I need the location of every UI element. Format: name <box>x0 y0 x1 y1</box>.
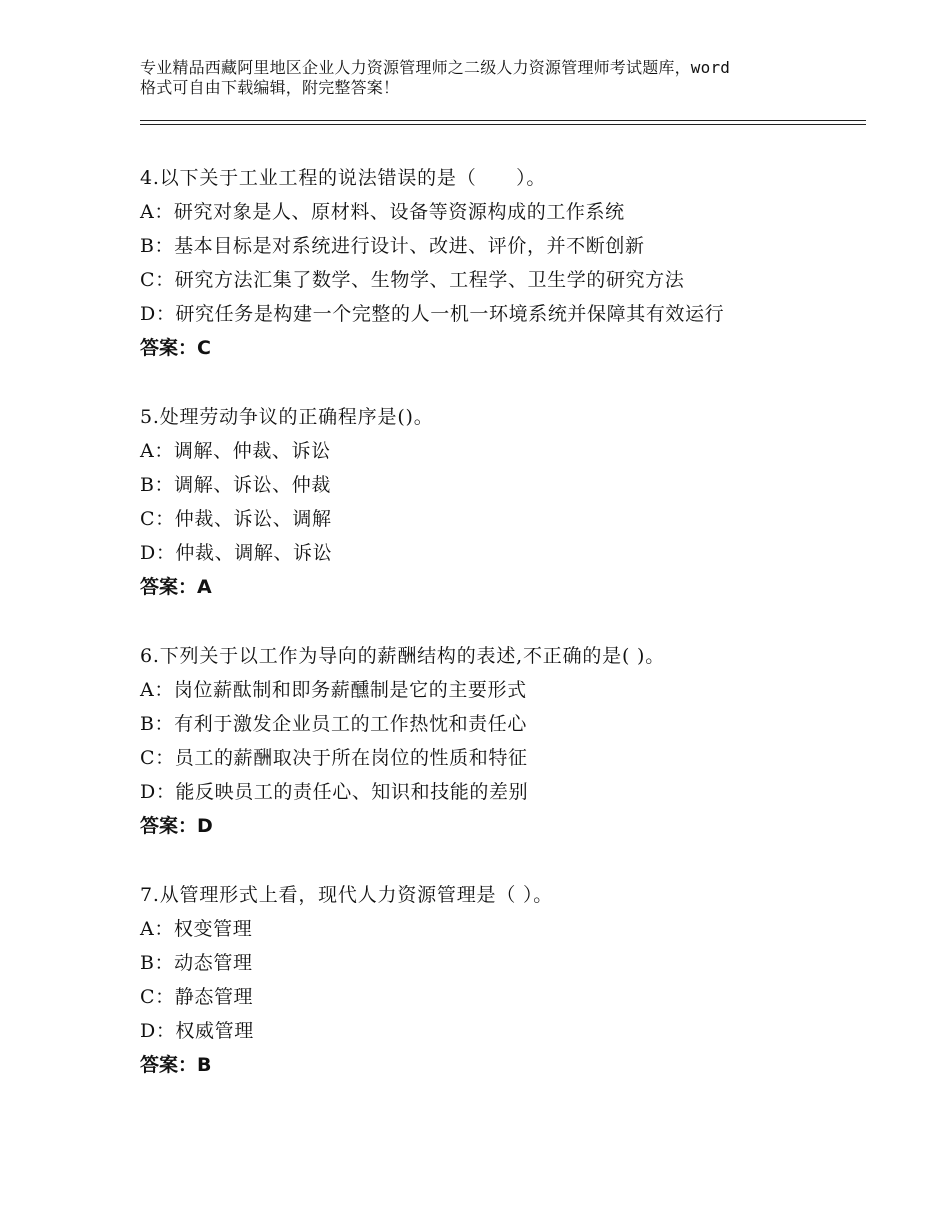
answer-line: 答案：C <box>140 337 211 359</box>
question-stem: 5.处理劳动争议的正确程序是()。 <box>140 406 434 428</box>
option-a: A：岗位薪酞制和即务薪醺制是它的主要形式 <box>140 679 527 701</box>
option-b: B：有利于激发企业员工的工作热忱和责任心 <box>140 713 527 735</box>
option-a: A：权变管理 <box>140 918 253 940</box>
header-title-line-1: 专业精品西藏阿里地区企业人力资源管理师之二级人力资源管理师考试题库，word <box>140 58 731 77</box>
header-title-line-2: 格式可自由下载编辑，附完整答案！ <box>140 78 400 97</box>
question-block <box>140 639 840 843</box>
question-stem: 4.以下关于工业工程的说法错误的是（ ）。 <box>140 167 547 189</box>
option-c: C：静态管理 <box>140 986 254 1008</box>
option-c: C：仲裁、诉讼、调解 <box>140 508 332 530</box>
question-stem: 7.从管理形式上看，现代人力资源管理是（ ）。 <box>140 884 554 906</box>
header-divider-top <box>140 120 866 121</box>
question-block <box>140 878 840 1082</box>
option-c: C：研究方法汇集了数学、生物学、工程学、卫生学的研究方法 <box>140 269 685 291</box>
option-b: B：动态管理 <box>140 952 253 974</box>
answer-line: 答案：D <box>140 815 213 837</box>
question-block <box>140 400 840 604</box>
option-c: C：员工的薪酬取决于所在岗位的性质和特征 <box>140 747 528 769</box>
question-stem: 6.下列关于以工作为导向的薪酬结构的表述,不正确的是( )。 <box>140 645 666 667</box>
option-d: D：权威管理 <box>140 1020 254 1042</box>
option-d: D：仲裁、调解、诉讼 <box>140 542 333 564</box>
answer-line: 答案：B <box>140 1054 212 1076</box>
answer-line: 答案：A <box>140 576 212 598</box>
option-d: D：能反映员工的责任心、知识和技能的差别 <box>140 781 529 803</box>
header-divider-bottom <box>140 124 866 125</box>
option-d: D：研究任务是构建一个完整的人一机一环境系统并保障其有效运行 <box>140 303 725 325</box>
option-b: B：基本目标是对系统进行设计、改进、评价，并不断创新 <box>140 235 645 257</box>
question-block <box>140 161 840 365</box>
option-a: A：研究对象是人、原材料、设备等资源构成的工作系统 <box>140 201 625 223</box>
option-a: A：调解、仲裁、诉讼 <box>140 440 331 462</box>
option-b: B：调解、诉讼、仲裁 <box>140 474 331 496</box>
document-header <box>140 58 830 98</box>
